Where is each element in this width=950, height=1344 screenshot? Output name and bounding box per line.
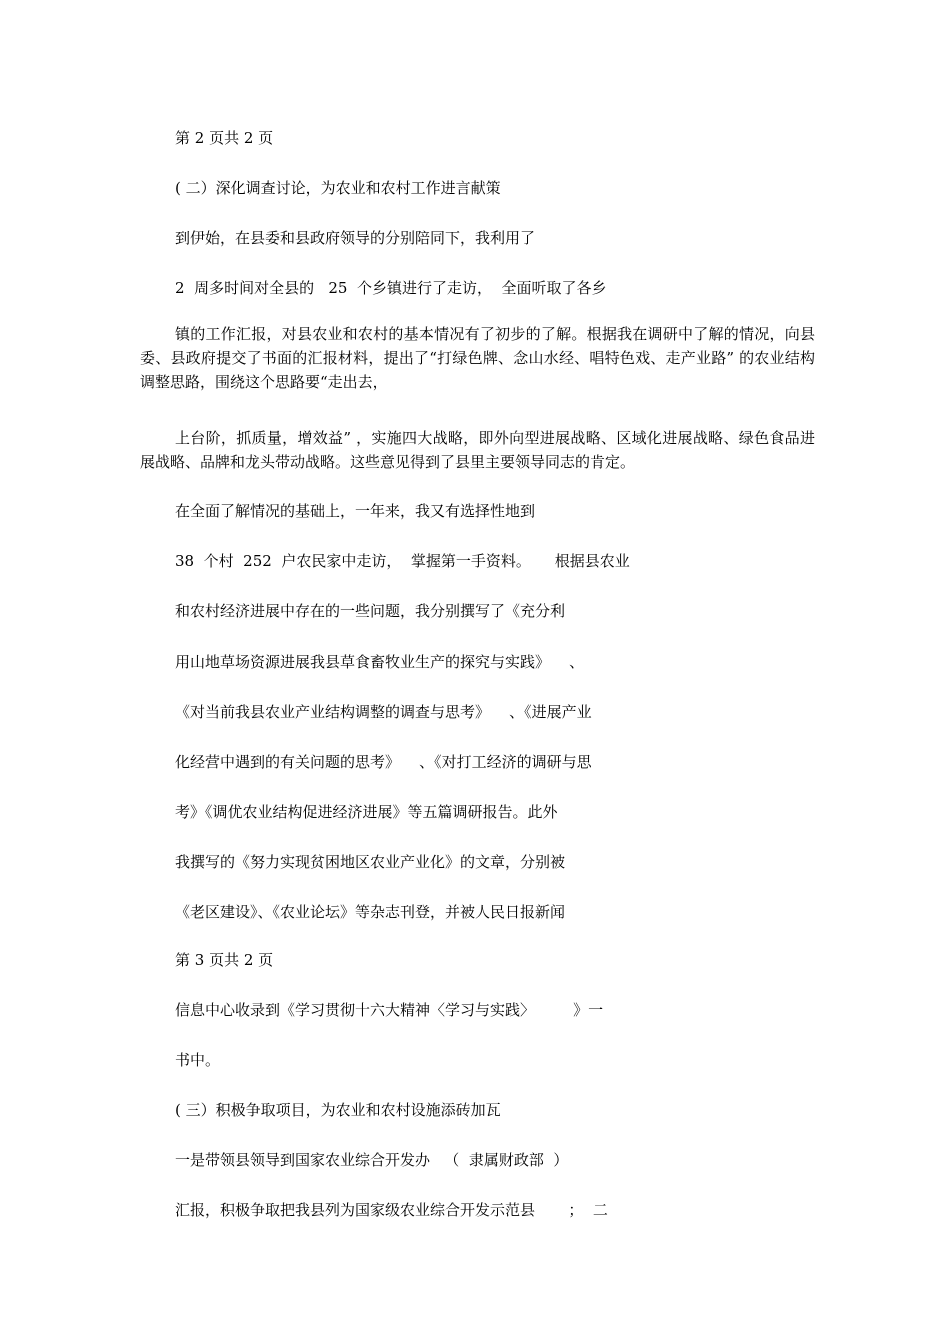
paragraph: 上台阶，抓质量，增效益” ，实施四大战略，即外向型进展战略、区域化进展战略、绿色食品进展战略、品牌和龙头带动战略。这些意见得到了县里主要领导同志的肯定。 bbox=[140, 429, 815, 471]
text-line: 考》《调优农业结构促进经济进展》等五篇调研报告。此外 bbox=[175, 803, 558, 821]
section-heading-2: ( 二）深化调查讨论，为农业和农村工作进言献策 bbox=[175, 179, 501, 197]
page-number-2: 第 2 页共 2 页 bbox=[175, 129, 274, 147]
text-line: 《对当前我县农业产业结构调整的调查与思考》 、《进展产业 bbox=[175, 703, 592, 721]
text-line: 到伊始，在县委和县政府领导的分别陪同下，我利用了 bbox=[175, 229, 536, 247]
paragraph: 镇的工作汇报，对县农业和农村的基本情况有了初步的了解。根据我在调研中了解的情况，向县委、县政府提交了书面的汇报材料，提出了“打绿色牌、念山水经、唱特色戏、走产业路” 的农业结构调整思路，围绕这个思路要“走出去， bbox=[140, 325, 815, 391]
text-line: 在全面了解情况的基础上，一年来，我又有选择性地到 bbox=[175, 502, 536, 520]
text-line: 38 个村 252 户农民家中走访， 掌握第一手资料。 根据县农业 bbox=[175, 552, 630, 570]
text-line: 汇报，积极争取把我县列为国家级农业综合开发示范县 ； 二 bbox=[175, 1201, 608, 1219]
text-line: 用山地草场资源进展我县草食畜牧业生产的探究与实践》 、 bbox=[175, 653, 585, 671]
text-line: 《老区建设》、《农业论坛》等杂志刊登，并被人民日报新闻 bbox=[175, 903, 566, 921]
text-line: 2 周多时间对全县的 25 个乡镇进行了走访， 全面听取了各乡 bbox=[175, 279, 607, 297]
section-heading-3: ( 三）积极争取项目，为农业和农村设施添砖加瓦 bbox=[175, 1101, 501, 1119]
text-line: 和农村经济进展中存在的一些问题，我分别撰写了《充分利 bbox=[175, 602, 566, 620]
text-line: 化经营中遇到的有关问题的思考》 、《对打工经济的调研与思 bbox=[175, 753, 592, 771]
page-number-3: 第 3 页共 2 页 bbox=[175, 951, 274, 969]
text-line: 我撰写的《努力实现贫困地区农业产业化》的文章，分别被 bbox=[175, 853, 566, 871]
text-line: 一是带领县领导到国家农业综合开发办 （ 隶属财政部 ） bbox=[175, 1151, 569, 1169]
text-line: 信息中心收录到《学习贯彻十六大精神〈学习与实践〉 》一 bbox=[175, 1001, 604, 1019]
text-line: 书中。 bbox=[175, 1051, 221, 1069]
